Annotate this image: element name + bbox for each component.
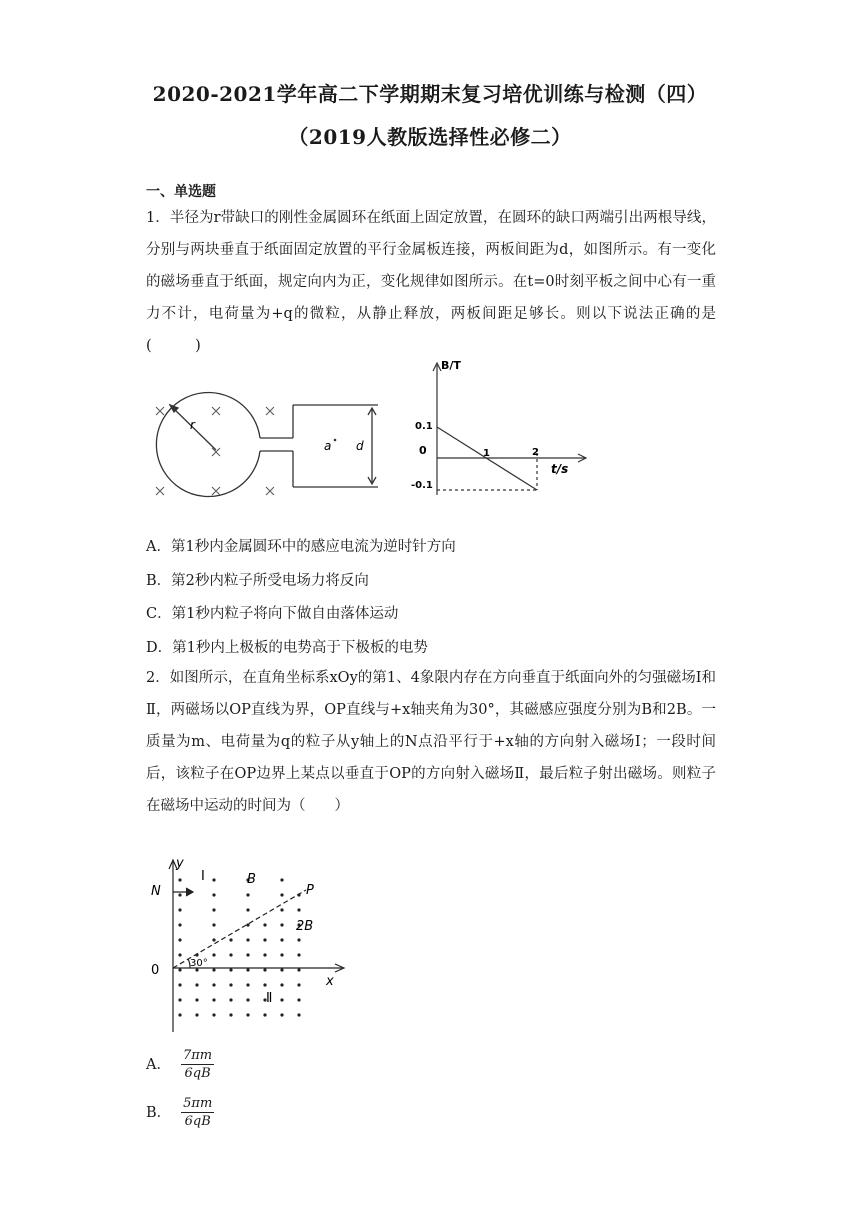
plate-distance-label: d	[356, 439, 364, 453]
tick-x1: 1	[483, 448, 490, 459]
fraction-denominator: 6qB	[184, 1066, 211, 1081]
graph-y-label: B/T	[441, 359, 461, 372]
ring-radius-label: r	[190, 418, 195, 432]
angle-label: 30°	[190, 958, 208, 969]
magnetic-field-crosses	[156, 407, 274, 495]
q1-option-b: B．第2秒内粒子所受电场力将反向	[146, 573, 369, 589]
tick-top: 0.1	[415, 421, 433, 432]
field-2b-label: 2B	[296, 919, 314, 934]
q2-option-b	[146, 1095, 214, 1131]
region-1-label: I	[201, 869, 205, 884]
point-n-label: N	[151, 884, 161, 899]
tick-x2: 2	[532, 447, 539, 458]
q2-option-a-fraction	[181, 1047, 214, 1083]
q1-bt-graph	[405, 355, 595, 495]
q2-option-b-letter: B．	[146, 1105, 172, 1121]
point-p-label: P	[306, 883, 314, 898]
q1-option-c: C．第1秒内粒子将向下做自由落体运动	[146, 606, 399, 622]
tick-zero: 0	[419, 444, 427, 457]
tick-bottom: -0.1	[411, 480, 433, 491]
q2-magnetic-field-figure	[146, 852, 356, 1037]
page-subtitle: （2019人教版选择性必修二）	[288, 125, 572, 149]
q1-option-d: D．第1秒内上极板的电势高于下极板的电势	[146, 640, 428, 656]
fraction-numerator: 7πm	[182, 1048, 213, 1063]
graph-x-label: t/s	[551, 462, 569, 476]
field-dots	[178, 878, 300, 1016]
q2-option-a	[146, 1047, 214, 1083]
y-axis-label: y	[176, 856, 184, 871]
q1-ring-figure	[146, 395, 386, 505]
q2-option-a-letter: A．	[146, 1057, 171, 1073]
region-2-label: Ⅱ	[266, 991, 273, 1006]
origin-label: 0	[151, 963, 160, 978]
fraction-denominator: 6qB	[184, 1114, 211, 1129]
fraction-numerator: 5πm	[183, 1096, 213, 1111]
page-title: 2020-2021学年高二下学期期末复习培优训练与检测（四）	[152, 82, 708, 106]
question-2-text: 2．如图所示，在直角坐标系xOy的第1、4象限内存在方向垂直于纸面向外的匀强磁场Ⅰ和Ⅱ，两磁场以OP直线为界，OP直线与+x轴夹角为30°，其磁感应强度分别为B和2B。一质量为m、电荷量为q的粒子从y轴上的N点沿平行于+x轴的方向射入磁场Ⅰ；一段时间后，该粒子在OP边界上某点以垂直于OP的方向射入磁场Ⅱ，最后粒子射出磁场。则粒子在磁场中运动的时间为（ ）	[146, 670, 716, 814]
field-b-label: B	[247, 872, 256, 887]
question-1-text: 1．半径为r带缺口的刚性金属圆环在纸面上固定放置，在圆环的缺口两端引出两根导线，分别与两块垂直于纸面固定放置的平行金属板连接，两板间距为d，如图所示。有一变化的磁场垂直于纸面，规定向内为正，变化规律如图所示。在t=0时刻平板之间中心有一重力不计，电荷量为+q的微粒，从静止释放，两板间距足够长。则以下说法正确的是( )	[146, 210, 716, 354]
q2-option-b-fraction	[181, 1095, 214, 1131]
section-heading: 一、单选题	[146, 184, 216, 200]
x-axis-label: x	[326, 974, 334, 989]
particle-label: a	[324, 439, 332, 453]
q1-option-a: A．第1秒内金属圆环中的感应电流为逆时针方向	[146, 539, 456, 555]
